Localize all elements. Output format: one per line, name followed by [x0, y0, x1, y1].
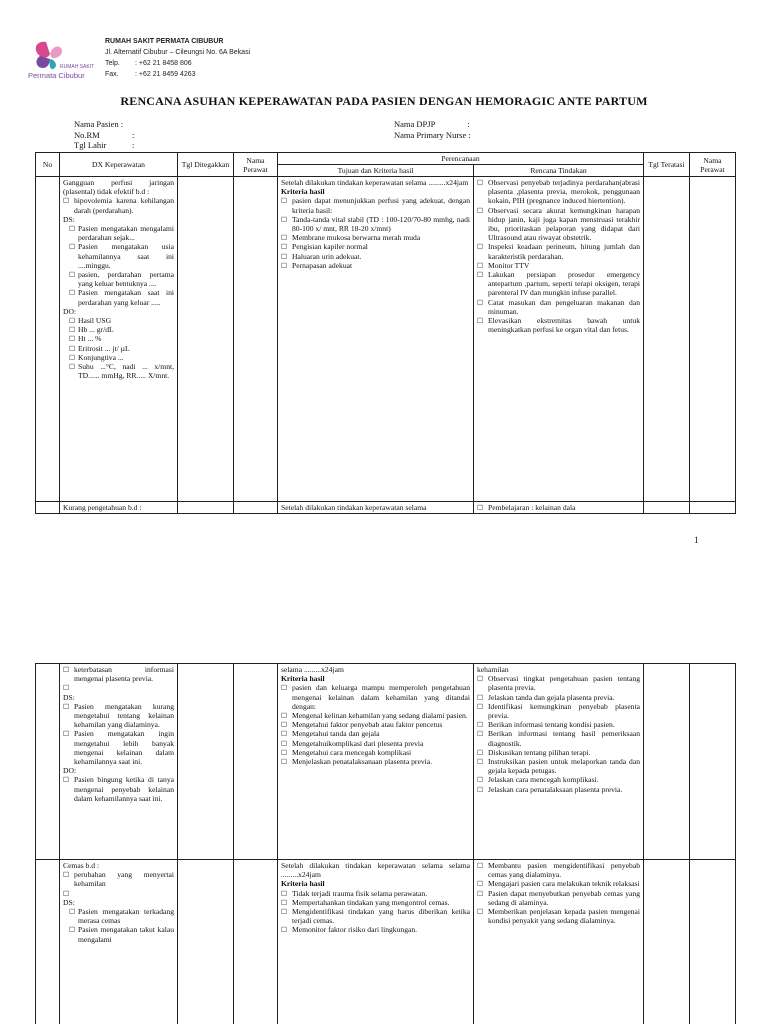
goal-intro: Setelah dilakukan tindakan keperawatan selama selama .........x24jam — [281, 861, 470, 880]
list-item: □ Pasien mengatakan saat ini perdarahan yang keluar ..... — [69, 288, 174, 306]
fax-value: : +62 21 8459 4263 — [135, 71, 196, 78]
plan-intro: kehamilan — [477, 665, 509, 674]
dx-cell — [60, 860, 178, 1024]
svg-text:RUMAH SAKIT: RUMAH SAKIT — [60, 64, 95, 70]
care-plan-table-page-2 — [35, 663, 736, 1024]
care-plan-table-page-1 — [35, 152, 736, 514]
patient-name-label: Nama Pasien : — [74, 119, 124, 129]
phone-value: : +62 21 8458 806 — [135, 60, 192, 67]
svg-text:Permata Cibubur: Permata Cibubur — [28, 71, 85, 80]
table-row — [36, 502, 736, 514]
list-item: □ Ht ... % — [69, 334, 174, 343]
dx-cause: □ hipovolemia karena kehilangan darah (perdarahan). — [63, 196, 174, 214]
list-item: □ Observasi secara akurat kemungkinan harapan hidup janin, kaji juga kapan menstruasi terakhir ibu, prioritaskan pelaporan yang didapat dari Ultrasound atau riwayat obstetrik. — [477, 206, 640, 243]
list-item: □ perubahan yang menyertai kehamilan — [63, 870, 174, 888]
list-item: □ Tanda-tanda vital stabil (TD : 100-120/70-80 mmhg, nadi 80-100 x/ mnt, RR 18-20 x/mnt) — [281, 215, 470, 233]
list-item: □ Konjungtiva ... — [69, 353, 174, 362]
birth-date-label: Tgl Lahir — [74, 140, 107, 150]
list-item: □ Mengenal kelinan kehamilan yang sedang dialami pasien. — [281, 711, 470, 720]
list-item: □ Mengetahuikomplikasi dari plesenta previa — [281, 739, 470, 748]
goal-cell — [278, 664, 474, 860]
col-dx-header: DX Keperawatan — [60, 153, 178, 177]
col-nurse-header: Nama Perawat — [234, 153, 278, 177]
list-item: □ Pasien mengatakan takut kalau mengalami — [69, 925, 174, 943]
goal-intro: Setelah dilakukan tindakan keperawatan selama .........x24jam — [281, 178, 469, 187]
dpjp-colon: : — [467, 119, 470, 129]
list-item: □ Berikan informasi tentang kondisi pasien. — [477, 720, 640, 729]
do-label: DO: — [63, 766, 77, 776]
list-item: □ Mengetahui faktor penyebab atau faktor pencetus — [281, 720, 470, 729]
list-item: □ Memonitor faktor risiko dari lingkungan. — [281, 925, 470, 934]
list-item: □ Pernapasan adekuat — [281, 261, 470, 270]
list-item: □ Pembelajaran : kelainan dala — [477, 503, 640, 512]
list-item: □ Pasien mengatakan kurang mengetahui tentang kelainan kehamilan yang dialaminya. — [63, 702, 174, 730]
list-item: □ Identifikasi kemungkinan penyebab plasenta previa. — [477, 702, 640, 720]
dx-intro: Cemas b.d : — [63, 861, 100, 870]
list-item: □ Monitor TTV — [477, 261, 640, 270]
list-item: □ Catat masukan dan pengeluaran makanan dan minuman. — [477, 298, 640, 316]
list-item: □ pasien, perdarahan pertama yang keluar bentuknya .... — [69, 270, 174, 288]
list-item: □ Menjelaskan penatalaksanaan plasenta previa. — [281, 757, 470, 766]
list-item: □ Mengetahui cara mencegah komplikasi — [281, 748, 470, 757]
birth-date-colon: : — [132, 140, 135, 150]
ds-label: DS: — [63, 897, 75, 907]
list-item: □ Eritrosit ... jt/ µL — [69, 344, 174, 353]
list-item: □ Membrane mukosa berwarna merah muda — [281, 233, 470, 242]
col-date-header: Tgl Ditegakkan — [178, 153, 234, 177]
list-item: □ Membantu pasien mengidentifikasi penyebab cemas yang dialaminya. — [477, 861, 640, 879]
list-item: □ Pasien mengatakan terkadang merasa cemas — [69, 907, 174, 925]
list-item: □ Observasi tingkat pengetahuan pasien tentang plasenta previa. — [477, 674, 640, 692]
do-label: DO: — [63, 306, 77, 316]
list-item: □ Lakukan persiapan prosedur emergency antepartum ,partum, seperti terapi oksigen, terapi parenteral IV dan mungkin infuse parallel. — [477, 270, 640, 298]
list-item: □ Mengidentifikasi tindakan yang harus diberikan ketika terjadi cemas. — [281, 907, 470, 925]
list-item — [63, 889, 174, 898]
dpjp-label: Nama DPJP — [394, 119, 436, 129]
list-item: □ Pasien mengatakan mengalami perdarahan sejak... — [69, 224, 174, 242]
col-planning-header: Perencanaan — [278, 153, 644, 165]
list-item: □ Pasien mengatakan ingin mengetahui lebih banyak mengenai kelainan dalam kehamilannya saat ini. — [63, 729, 174, 766]
goal-cell: Setelah dilakukan tindakan keperawatan selama — [278, 502, 474, 514]
table-row — [36, 860, 736, 1024]
dx-cell — [60, 177, 178, 502]
list-item: □ Mempertahankan tindakan yang mengontrol cemas. — [281, 898, 470, 907]
patient-info-left — [74, 119, 134, 151]
criteria-label: Kriteria hasil — [281, 187, 325, 197]
col-goal-header: Tujuan dan Kriteria hasil — [278, 165, 474, 177]
hospital-logo-icon — [26, 38, 96, 86]
list-item: □ Observasi penyebab terjadinya perdarahan(abrasi plasenta ,plasenta previa, merokok, penggunaan kokain, PIH (pregnance induced hiertention). — [477, 178, 640, 206]
list-item — [63, 683, 174, 692]
action-cell — [474, 502, 644, 514]
col-no-header: No — [36, 153, 60, 177]
goal-cell — [278, 177, 474, 502]
criteria-label: Kriteria hasil — [281, 674, 325, 684]
ds-label: DS: — [63, 214, 75, 224]
document-page-2 — [0, 660, 768, 1024]
page-gap — [0, 560, 768, 660]
hospital-address: Jl. Alternatif Cibubur – Cileungsi No. 6A Bekasi — [105, 49, 251, 56]
col-action-header: Rencana Tindakan — [474, 165, 644, 177]
table-row — [36, 664, 736, 860]
list-item: □ Mengajari pasien cara melakukan teknik relaksasi — [477, 879, 640, 888]
action-cell — [474, 664, 644, 860]
document-title: RENCANA ASUHAN KEPERAWATAN PADA PASIEN DENGAN HEMORAGIC ANTE PARTUM — [120, 94, 648, 108]
list-item: □ Elevasikan ekstremitas bawah untuk meningkatkan perfusi ke organ vital dan fetus. — [477, 316, 640, 334]
dx-intro: Gangguan perfusi jaringan (plasental) tidak efektif b.d : — [63, 178, 174, 197]
list-item: □ Mengetahui tanda dan gejala — [281, 729, 470, 738]
list-item: □ Pasien mengatakan usia kehamilannya saat ini ....minggu. — [69, 242, 174, 270]
list-item: □ keterbatasan informasi mengenai plasenta previa. — [63, 665, 174, 683]
list-item: □ Pasien dapat menyebutkan penyebab cemas yang sedang di alaminya. — [477, 889, 640, 907]
primary-nurse-label: Nama Primary Nurse : — [394, 129, 471, 140]
list-item: □ Pengisian kapiler normal — [281, 242, 470, 251]
list-item: □ Jelaskan cara penatalaksaan plasenta previa. — [477, 785, 640, 794]
list-item: □ Memberikan penjelasan kepada pasien mengenai kondisi penyakit yang sedang dialaminya. — [477, 907, 640, 925]
list-item: □ Instruksikan pasien untuk melaporkan tanda dan gejala kepada petugas. — [477, 757, 640, 775]
list-item: □ Jelaskan cara mencegah komplikasi. — [477, 775, 640, 784]
fax-label: Fax. — [105, 71, 119, 78]
phone-label: Telp. — [105, 60, 120, 67]
action-cell — [474, 177, 644, 502]
list-item: □ Haluaran urin adekuat. — [281, 252, 470, 261]
list-item: □ Tidak terjadi trauma fisik selama perawatan. — [281, 889, 470, 898]
dx-cell: Kurang pengetahuan b.d : — [60, 502, 178, 514]
list-item: □ Jelaskan tanda dan gejala plasenta previa. — [477, 693, 640, 702]
table-row — [36, 177, 736, 502]
col-resolved-date-header: Tgl Teratasi — [644, 153, 690, 177]
goal-cell — [278, 860, 474, 1024]
ds-label: DS: — [63, 692, 75, 702]
page-number: 1 — [694, 535, 699, 545]
col-nurse2-header: Nama Perawat — [690, 153, 736, 177]
list-item: □ Suhu ...°C, nadi ... x/mnt, TD...... mmHg, RR..... X/mnt. — [69, 362, 174, 380]
action-cell — [474, 860, 644, 1024]
list-item: □ Hasil USG — [69, 316, 174, 325]
table-header-row — [36, 153, 736, 165]
list-item: □ Hb ... gr/dL — [69, 325, 174, 334]
list-item: □ pasien dapat menunjukkan perfusi yang adekuat, dengan kriteria hasil: — [281, 196, 470, 214]
list-item: □ Pasien bingung ketika di tanya mengenai penyebab kelainan dalam kehamilannya saat ini. — [63, 775, 174, 803]
list-item: □ Inspeksi keadaan perineum, hitung jumlah dan karakteristik perdarahan. — [477, 242, 640, 260]
criteria-label: Kriteria hasil — [281, 879, 325, 889]
goal-intro: selama .........x24jam — [281, 665, 344, 674]
no-rm-colon: : — [132, 129, 135, 140]
list-item: □ Berikan informasi tentang hasil pemeriksaan diagnostik. — [477, 729, 640, 747]
patient-info-right — [394, 119, 471, 140]
no-rm-label: No.RM — [74, 129, 100, 140]
list-item: □ pasien dan keluarga mampu memperoleh pengetahuan mengenai kelainan dalam kehamilan yang ditandai dengan: — [281, 683, 470, 711]
list-item: □ Diskusikan tentang pilihan terapi. — [477, 748, 640, 757]
dx-cell — [60, 664, 178, 860]
hospital-header — [105, 36, 250, 80]
hospital-name: RUMAH SAKIT PERMATA CIBUBUR — [105, 38, 224, 45]
